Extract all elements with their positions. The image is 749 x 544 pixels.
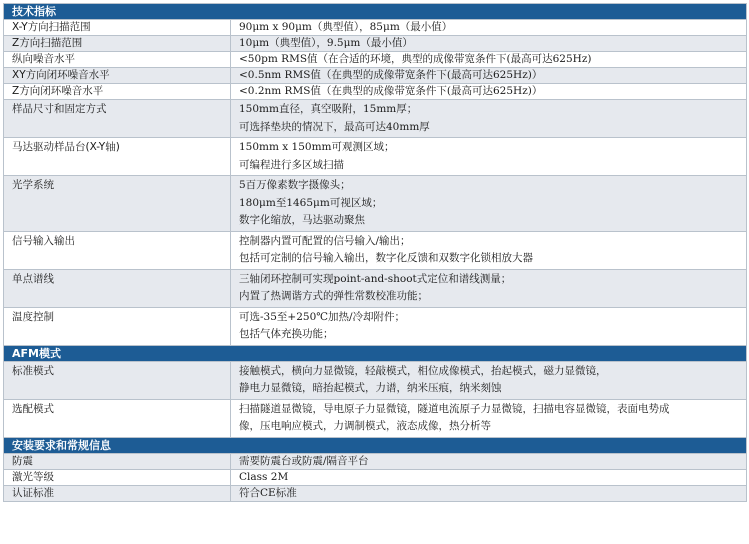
value-line: 像，压电响应模式，力调制模式，液态成像，热分析等 bbox=[239, 420, 491, 432]
row-label: 认证标准 bbox=[4, 485, 231, 501]
row-value bbox=[231, 269, 747, 307]
table-row bbox=[4, 100, 747, 138]
value-line: 内置了热调谐方式的弹性常数校准功能； bbox=[239, 290, 428, 302]
row-value bbox=[231, 68, 747, 84]
row-value bbox=[231, 361, 747, 399]
row-label: 光学系统 bbox=[4, 176, 231, 232]
row-label: 样品尺寸和固定方式 bbox=[4, 100, 231, 138]
table-row bbox=[4, 176, 747, 232]
row-label: Z方向闭环噪音水平 bbox=[4, 84, 231, 100]
row-label: X-Y方向扫描范围 bbox=[4, 20, 231, 36]
row-value bbox=[231, 100, 747, 138]
table-row bbox=[4, 52, 747, 68]
value-line: 150mm直径，真空吸附，15mm厚； bbox=[239, 103, 418, 115]
value-line: <0.5nm RMS值（在典型的成像带宽条件下(最高可达625Hz)） bbox=[239, 69, 543, 81]
row-value bbox=[231, 52, 747, 68]
table-row bbox=[4, 399, 747, 437]
table-row bbox=[4, 485, 747, 501]
row-value bbox=[231, 307, 747, 345]
row-label: 马达驱动样品台(X-Y轴) bbox=[4, 138, 231, 176]
section-title: AFM模式 bbox=[4, 345, 747, 361]
table-row bbox=[4, 138, 747, 176]
row-label: 纵向噪音水平 bbox=[4, 52, 231, 68]
row-label: 温度控制 bbox=[4, 307, 231, 345]
value-line: 数字化缩放，马达驱动聚焦 bbox=[239, 214, 365, 226]
table-row bbox=[4, 361, 747, 399]
spec-sheet bbox=[3, 3, 746, 502]
value-line: 符合CE标准 bbox=[239, 486, 297, 499]
value-line: <0.2nm RMS值（在典型的成像带宽条件下(最高可达625Hz)） bbox=[239, 85, 543, 97]
row-label: 单点谱线 bbox=[4, 269, 231, 307]
row-value bbox=[231, 485, 747, 501]
row-value bbox=[231, 36, 747, 52]
row-value bbox=[231, 399, 747, 437]
table-row bbox=[4, 20, 747, 36]
table-row bbox=[4, 84, 747, 100]
row-value bbox=[231, 176, 747, 232]
row-label: 信号输入输出 bbox=[4, 231, 231, 269]
value-line: 可编程进行多区域扫描 bbox=[239, 158, 344, 171]
row-value bbox=[231, 84, 747, 100]
row-value bbox=[231, 469, 747, 485]
value-line: 静电力显微镜，暗抬起模式，力谱，纳米压痕，纳米刻蚀 bbox=[239, 382, 502, 394]
value-line: 可选择垫块的情况下，最高可达40mm厚 bbox=[239, 120, 430, 133]
row-label: XY方向闭环噪音水平 bbox=[4, 68, 231, 84]
section-title: 安装要求和常规信息 bbox=[4, 437, 747, 453]
value-line: 扫描隧道显微镜，导电原子力显微镜，隧道电流原子力显微镜，扫描电容显微镜，表面电势成 bbox=[239, 402, 670, 415]
row-label: 防震 bbox=[4, 453, 231, 469]
row-value bbox=[231, 453, 747, 469]
value-line: 接触模式，横向力显微镜，轻敲模式，相位成像模式，抬起模式，磁力显微镜， bbox=[239, 364, 607, 377]
value-line: 5百万像素数字摄像头； bbox=[239, 179, 351, 191]
spec-table bbox=[3, 3, 747, 502]
value-line: 90μm x 90μm（典型值），85μm（最小值） bbox=[239, 21, 453, 33]
value-line: 180μm至1465μm可视区域； bbox=[239, 196, 383, 209]
row-label: 标准模式 bbox=[4, 361, 231, 399]
value-line: 三轴闭环控制可实现point-and-shoot式定位和谱线测量； bbox=[239, 272, 512, 285]
value-line: <50pm RMS值（在合适的环境，典型的成像带宽条件下(最高可达625Hz) bbox=[239, 53, 592, 65]
value-line: 包括可定制的信号输入输出，数字化反馈和双数字化锁相放大器 bbox=[239, 252, 533, 264]
row-value bbox=[231, 20, 747, 36]
table-row bbox=[4, 453, 747, 469]
value-line: Class 2M bbox=[239, 470, 289, 483]
table-row bbox=[4, 231, 747, 269]
table-row bbox=[4, 269, 747, 307]
value-line: 控制器内置可配置的信号输入/输出； bbox=[239, 234, 411, 247]
section-header-tech-specs bbox=[4, 4, 747, 20]
value-line: 10μm（典型值），9.5μm（最小值） bbox=[239, 37, 413, 49]
table-row bbox=[4, 307, 747, 345]
row-label: Z方向扫描范围 bbox=[4, 36, 231, 52]
section-title: 技术指标 bbox=[4, 4, 747, 20]
row-value bbox=[231, 231, 747, 269]
value-line: 可选-35至+250℃加热/冷却附件； bbox=[239, 310, 406, 323]
table-row bbox=[4, 68, 747, 84]
row-value bbox=[231, 138, 747, 176]
section-header-installation bbox=[4, 437, 747, 453]
value-line: 需要防震台或防震/隔音平台 bbox=[239, 454, 369, 467]
row-label: 激光等级 bbox=[4, 469, 231, 485]
table-row bbox=[4, 469, 747, 485]
value-line: 150mm x 150mm可观测区域； bbox=[239, 141, 395, 153]
row-label: 选配模式 bbox=[4, 399, 231, 437]
value-line: 包括气体充换功能； bbox=[239, 328, 334, 340]
table-row bbox=[4, 36, 747, 52]
section-header-afm-modes bbox=[4, 345, 747, 361]
